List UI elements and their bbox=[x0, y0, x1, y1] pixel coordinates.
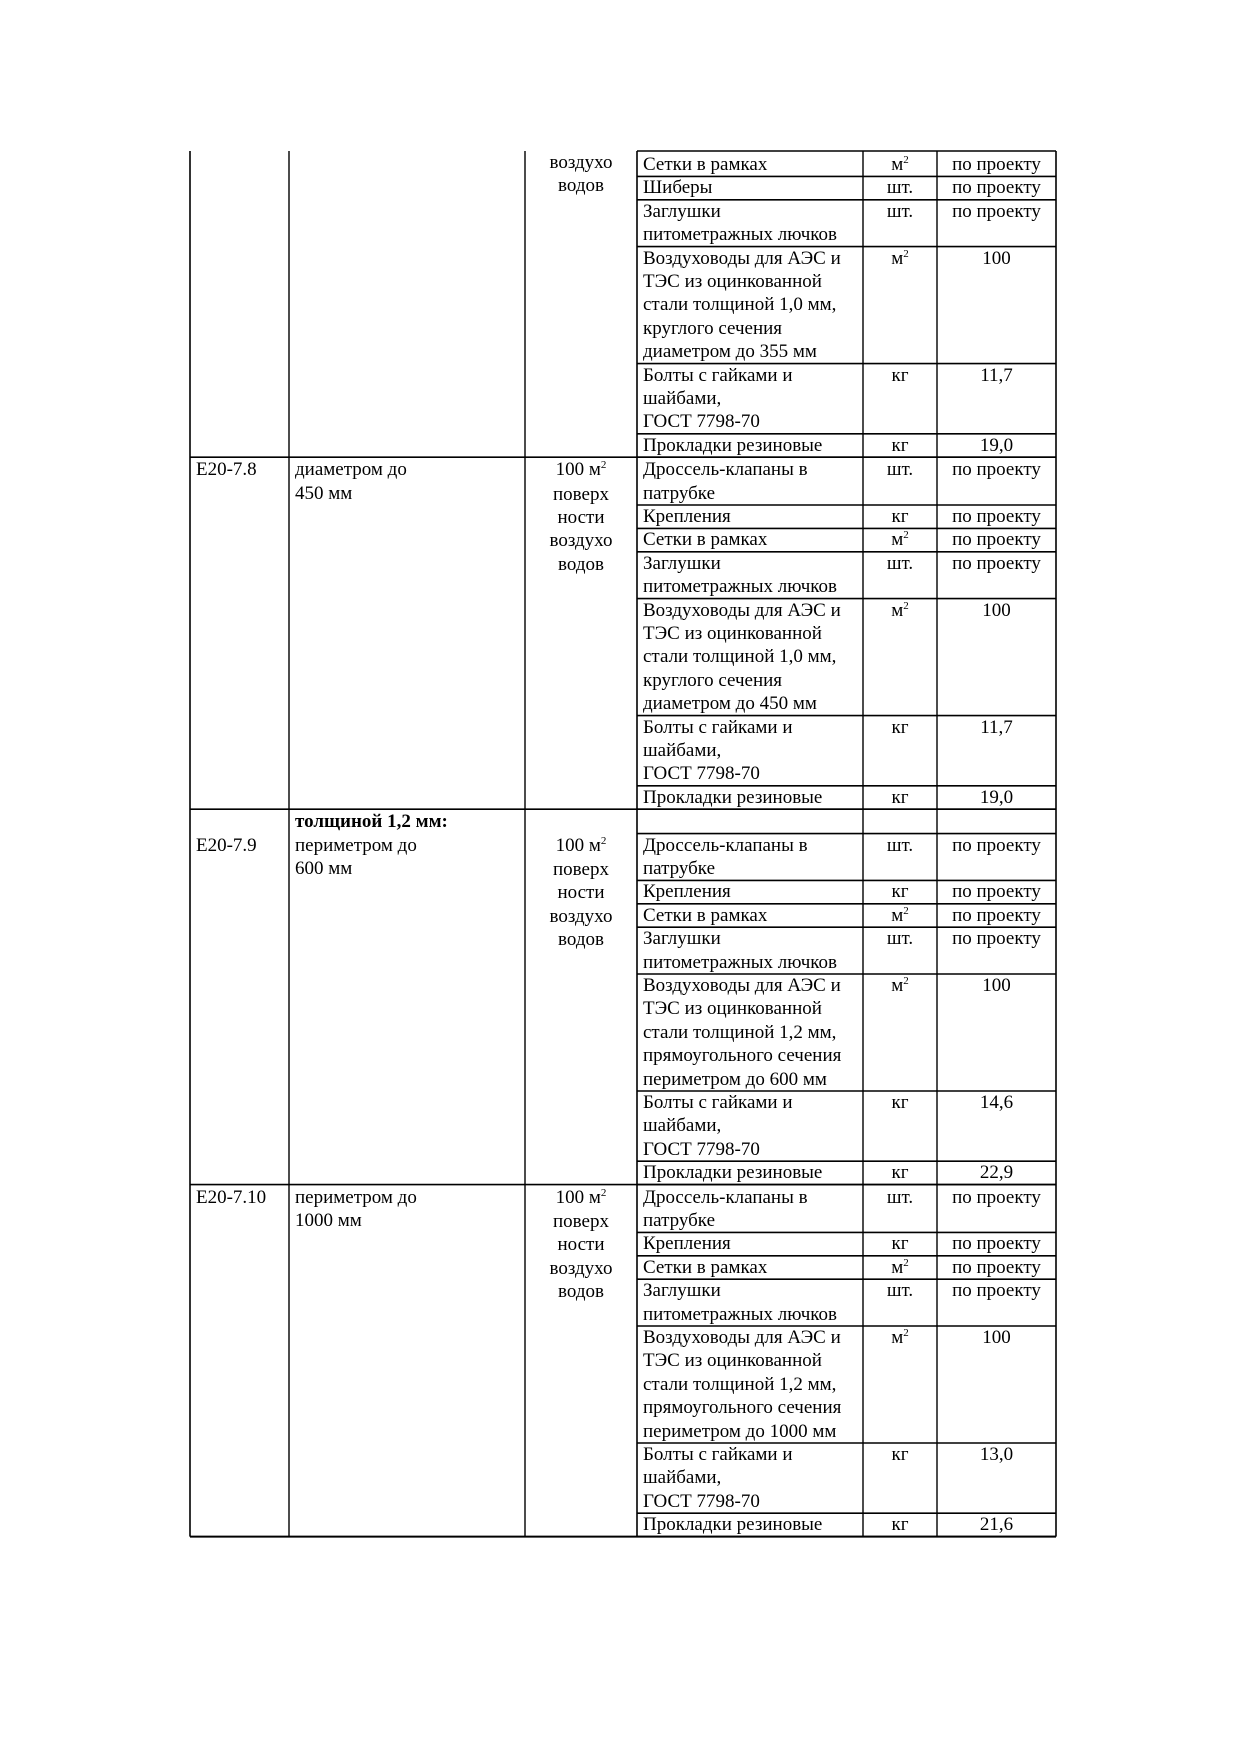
block-resource-name: диаметром до 450 мм bbox=[643, 693, 817, 715]
top-resource-norm: по проекту bbox=[952, 177, 1041, 199]
block-resource-name: патрубке bbox=[643, 1210, 716, 1231]
norm-unit-line: воздухо bbox=[549, 1257, 613, 1279]
unit-text: шт. bbox=[886, 834, 914, 856]
block-resource-name: Воздуховоды для АЭС и bbox=[643, 599, 841, 621]
block-resource-name: Крепления bbox=[643, 506, 731, 527]
block-resource-name: ГОСТ 7798-70 bbox=[643, 1490, 760, 1512]
block-resource-name: прямоугольного сечения bbox=[643, 1397, 842, 1419]
block-resource-name: Прокладки резиновые bbox=[643, 1514, 823, 1536]
block-resource-norm: 21,6 bbox=[979, 1514, 1014, 1536]
block-resource-norm: по проекту bbox=[952, 552, 1041, 574]
top-resource-name: круглого сечения bbox=[643, 317, 783, 339]
block-resource-name: ГОСТ 7798-70 bbox=[643, 1138, 760, 1160]
block-resource-name: Крепления bbox=[643, 1233, 731, 1255]
block-resource-norm: по проекту bbox=[952, 1256, 1041, 1278]
top-resource-name: шайбами, bbox=[643, 388, 722, 409]
norm-unit-text: 100 м bbox=[555, 459, 601, 481]
norm-unit-line: поверх bbox=[553, 859, 609, 880]
block-resource-name: ТЭС из оцинкованной bbox=[643, 1350, 822, 1372]
block-resource-norm: по проекту bbox=[952, 1280, 1041, 1302]
block-resource-name: Прокладки резиновые bbox=[643, 786, 823, 808]
block-resource-norm: по проекту bbox=[952, 506, 1041, 527]
top-unit-text: водов bbox=[558, 175, 604, 197]
unit-superscript: 2 bbox=[903, 1327, 909, 1339]
norm-unit-superscript: 2 bbox=[600, 1186, 607, 1199]
block-resource-norm: 22,9 bbox=[979, 1162, 1014, 1184]
norm-description: 1000 мм bbox=[295, 1210, 362, 1231]
top-resource-name: стали толщиной 1,0 мм, bbox=[643, 294, 837, 316]
block-resource-norm: 19,0 bbox=[979, 786, 1014, 808]
unit-text: м bbox=[891, 529, 904, 551]
norm-unit-line: водов bbox=[558, 1281, 604, 1303]
block-resource-name: шайбами, bbox=[643, 740, 722, 761]
norm-unit-line: воздухо bbox=[549, 905, 613, 927]
norm-unit-superscript: 2 bbox=[600, 834, 607, 847]
block-resource-name: Воздуховоды для АЭС и bbox=[643, 1327, 841, 1348]
block-resource-name: питометражных лючков bbox=[643, 951, 838, 973]
block-resource-name: Болты с гайками и bbox=[643, 1092, 793, 1113]
unit-text: шт. bbox=[886, 928, 914, 950]
unit-superscript: 2 bbox=[903, 529, 909, 542]
unit-superscript: 2 bbox=[903, 904, 909, 917]
unit-text: кг bbox=[891, 1514, 909, 1536]
block-resource-name: Сетки в рамках bbox=[643, 1256, 768, 1278]
block-resource-name: шайбами, bbox=[643, 1467, 722, 1489]
block-resource-norm: по проекту bbox=[952, 834, 1041, 856]
unit-text: шт. bbox=[886, 1280, 914, 1302]
top-resource-name: ГОСТ 7798-70 bbox=[643, 411, 760, 433]
block-resource-name: ТЭС из оцинкованной bbox=[643, 623, 822, 644]
top-resource-norm: 100 bbox=[982, 247, 1011, 269]
top-resource-norm: 19,0 bbox=[979, 434, 1014, 456]
norm-description: периметром до bbox=[295, 1186, 417, 1208]
norm-unit-text: 100 м bbox=[555, 1186, 601, 1208]
unit-text: кг bbox=[891, 1444, 909, 1465]
block-resource-norm: по проекту bbox=[952, 904, 1041, 926]
top-resource-norm: 11,7 bbox=[980, 364, 1013, 386]
norm-code: Е20-7.10 bbox=[196, 1186, 267, 1208]
unit-text: м bbox=[891, 154, 904, 175]
section-heading: толщиной 1,2 мм: bbox=[295, 811, 448, 833]
top-resource-name: Шиберы bbox=[643, 177, 713, 199]
top-resource-name: диаметром до 355 мм bbox=[643, 341, 817, 363]
norm-unit-line: водов bbox=[558, 553, 604, 575]
norm-description: периметром до bbox=[295, 834, 417, 856]
top-resource-name: Болты с гайками и bbox=[643, 364, 793, 386]
block-resource-name: шайбами, bbox=[643, 1115, 722, 1137]
block-resource-name: периметром до 1000 мм bbox=[643, 1420, 837, 1442]
block-resource-name: Заглушки bbox=[643, 1280, 721, 1302]
block-resource-norm: 100 bbox=[982, 599, 1011, 621]
block-resource-norm: по проекту bbox=[952, 928, 1041, 950]
top-resource-name: Сетки в рамках bbox=[643, 154, 768, 175]
block-resource-name: питометражных лючков bbox=[643, 1303, 838, 1325]
unit-text: м bbox=[891, 247, 904, 269]
block-resource-name: Заглушки bbox=[643, 552, 721, 574]
unit-text: м bbox=[891, 1327, 904, 1348]
unit-superscript: 2 bbox=[903, 154, 909, 166]
block-resource-norm: по проекту bbox=[952, 459, 1041, 481]
block-resource-name: стали толщиной 1,0 мм, bbox=[643, 646, 837, 668]
unit-text: шт. bbox=[886, 552, 914, 574]
block-resource-norm: 11,7 bbox=[980, 716, 1013, 738]
block-resource-norm: по проекту bbox=[952, 529, 1041, 551]
unit-superscript: 2 bbox=[903, 975, 909, 987]
top-resource-name: Воздуховоды для АЭС и bbox=[643, 247, 841, 269]
unit-text: шт. bbox=[886, 459, 914, 481]
block-resource-name: Заглушки bbox=[643, 928, 721, 950]
block-resource-norm: 100 bbox=[982, 975, 1011, 996]
norm-unit bbox=[521, 458, 641, 482]
unit-text: кг bbox=[891, 1162, 909, 1184]
top-resource-norm: по проекту bbox=[952, 154, 1041, 175]
block-resource-name: Болты с гайками и bbox=[643, 1444, 793, 1465]
norm-code: Е20-7.8 bbox=[196, 459, 257, 481]
norm-unit-line: водов bbox=[558, 929, 604, 951]
block-resource-name: Дроссель-клапаны в bbox=[643, 1186, 808, 1208]
block-resource-norm: по проекту bbox=[952, 1186, 1041, 1208]
unit-superscript: 2 bbox=[903, 1256, 909, 1269]
block-resource-name: патрубке bbox=[643, 858, 716, 879]
norm-unit bbox=[521, 1186, 641, 1210]
top-resource-name: питометражных лючков bbox=[643, 224, 838, 246]
unit-text: кг bbox=[891, 1092, 909, 1113]
top-resource-name: ТЭС из оцинкованной bbox=[643, 271, 822, 292]
block-resource-name: Дроссель-клапаны в bbox=[643, 459, 808, 481]
block-resource-name: Болты с гайками и bbox=[643, 716, 793, 738]
unit-text: шт. bbox=[886, 1186, 914, 1208]
top-unit-text: воздухо bbox=[549, 152, 613, 173]
top-resource-name: Заглушки bbox=[643, 200, 721, 222]
block-resource-norm: по проекту bbox=[952, 1233, 1041, 1255]
block-resource-name: Дроссель-клапаны в bbox=[643, 834, 808, 856]
block-resource-name: прямоугольного сечения bbox=[643, 1045, 842, 1067]
block-resource-name: питометражных лючков bbox=[643, 576, 838, 598]
block-resource-name: ГОСТ 7798-70 bbox=[643, 763, 760, 785]
unit-text: м bbox=[891, 975, 904, 996]
block-resource-name: Крепления bbox=[643, 881, 731, 903]
norm-code: Е20-7.9 bbox=[196, 834, 257, 856]
unit-text: шт. bbox=[886, 177, 914, 199]
block-resource-name: Сетки в рамках bbox=[643, 529, 768, 551]
unit-superscript: 2 bbox=[903, 247, 909, 260]
block-resource-norm: 14,6 bbox=[979, 1092, 1014, 1113]
block-resource-norm: 13,0 bbox=[979, 1444, 1014, 1465]
block-resource-norm: 100 bbox=[982, 1327, 1011, 1348]
top-resource-norm: по проекту bbox=[952, 200, 1041, 222]
norm-unit-line: поверх bbox=[553, 1211, 609, 1232]
block-resource-name: Воздуховоды для АЭС и bbox=[643, 975, 841, 996]
norm-unit-line: ности bbox=[557, 1234, 605, 1256]
norm-unit-line: ности bbox=[557, 882, 605, 904]
unit-text: кг bbox=[891, 506, 909, 527]
unit-text: кг bbox=[891, 364, 909, 386]
top-resource-name: Прокладки резиновые bbox=[643, 434, 823, 456]
norm-unit-text: 100 м bbox=[555, 834, 601, 856]
norm-unit-line: ности bbox=[557, 507, 605, 528]
block-resource-name: периметром до 600 мм bbox=[643, 1068, 827, 1090]
norm-description: 450 мм bbox=[295, 482, 353, 504]
unit-text: кг bbox=[891, 716, 909, 738]
block-resource-name: стали толщиной 1,2 мм, bbox=[643, 1021, 837, 1043]
unit-text: кг bbox=[891, 434, 909, 456]
unit-text: м bbox=[891, 599, 904, 621]
norm-unit-line: поверх bbox=[553, 483, 609, 505]
norm-unit bbox=[521, 834, 641, 858]
unit-text: кг bbox=[891, 786, 909, 808]
unit-text: м bbox=[891, 1256, 904, 1278]
norm-description: диаметром до bbox=[295, 459, 407, 481]
unit-text: кг bbox=[891, 1233, 909, 1255]
block-resource-name: ТЭС из оцинкованной bbox=[643, 998, 822, 1020]
block-resource-name: Прокладки резиновые bbox=[643, 1162, 823, 1184]
block-resource-name: Сетки в рамках bbox=[643, 904, 768, 926]
norm-description: 600 мм bbox=[295, 858, 353, 879]
norm-unit-superscript: 2 bbox=[600, 459, 607, 472]
block-resource-norm: по проекту bbox=[952, 881, 1041, 903]
unit-text: шт. bbox=[886, 200, 914, 222]
block-resource-name: круглого сечения bbox=[643, 669, 783, 691]
norm-unit-line: воздухо bbox=[549, 530, 613, 552]
block-resource-name: патрубке bbox=[643, 482, 716, 504]
unit-text: кг bbox=[891, 881, 909, 903]
unit-superscript: 2 bbox=[903, 599, 909, 612]
block-resource-name: стали толщиной 1,2 мм, bbox=[643, 1373, 837, 1395]
unit-text: м bbox=[891, 904, 904, 926]
